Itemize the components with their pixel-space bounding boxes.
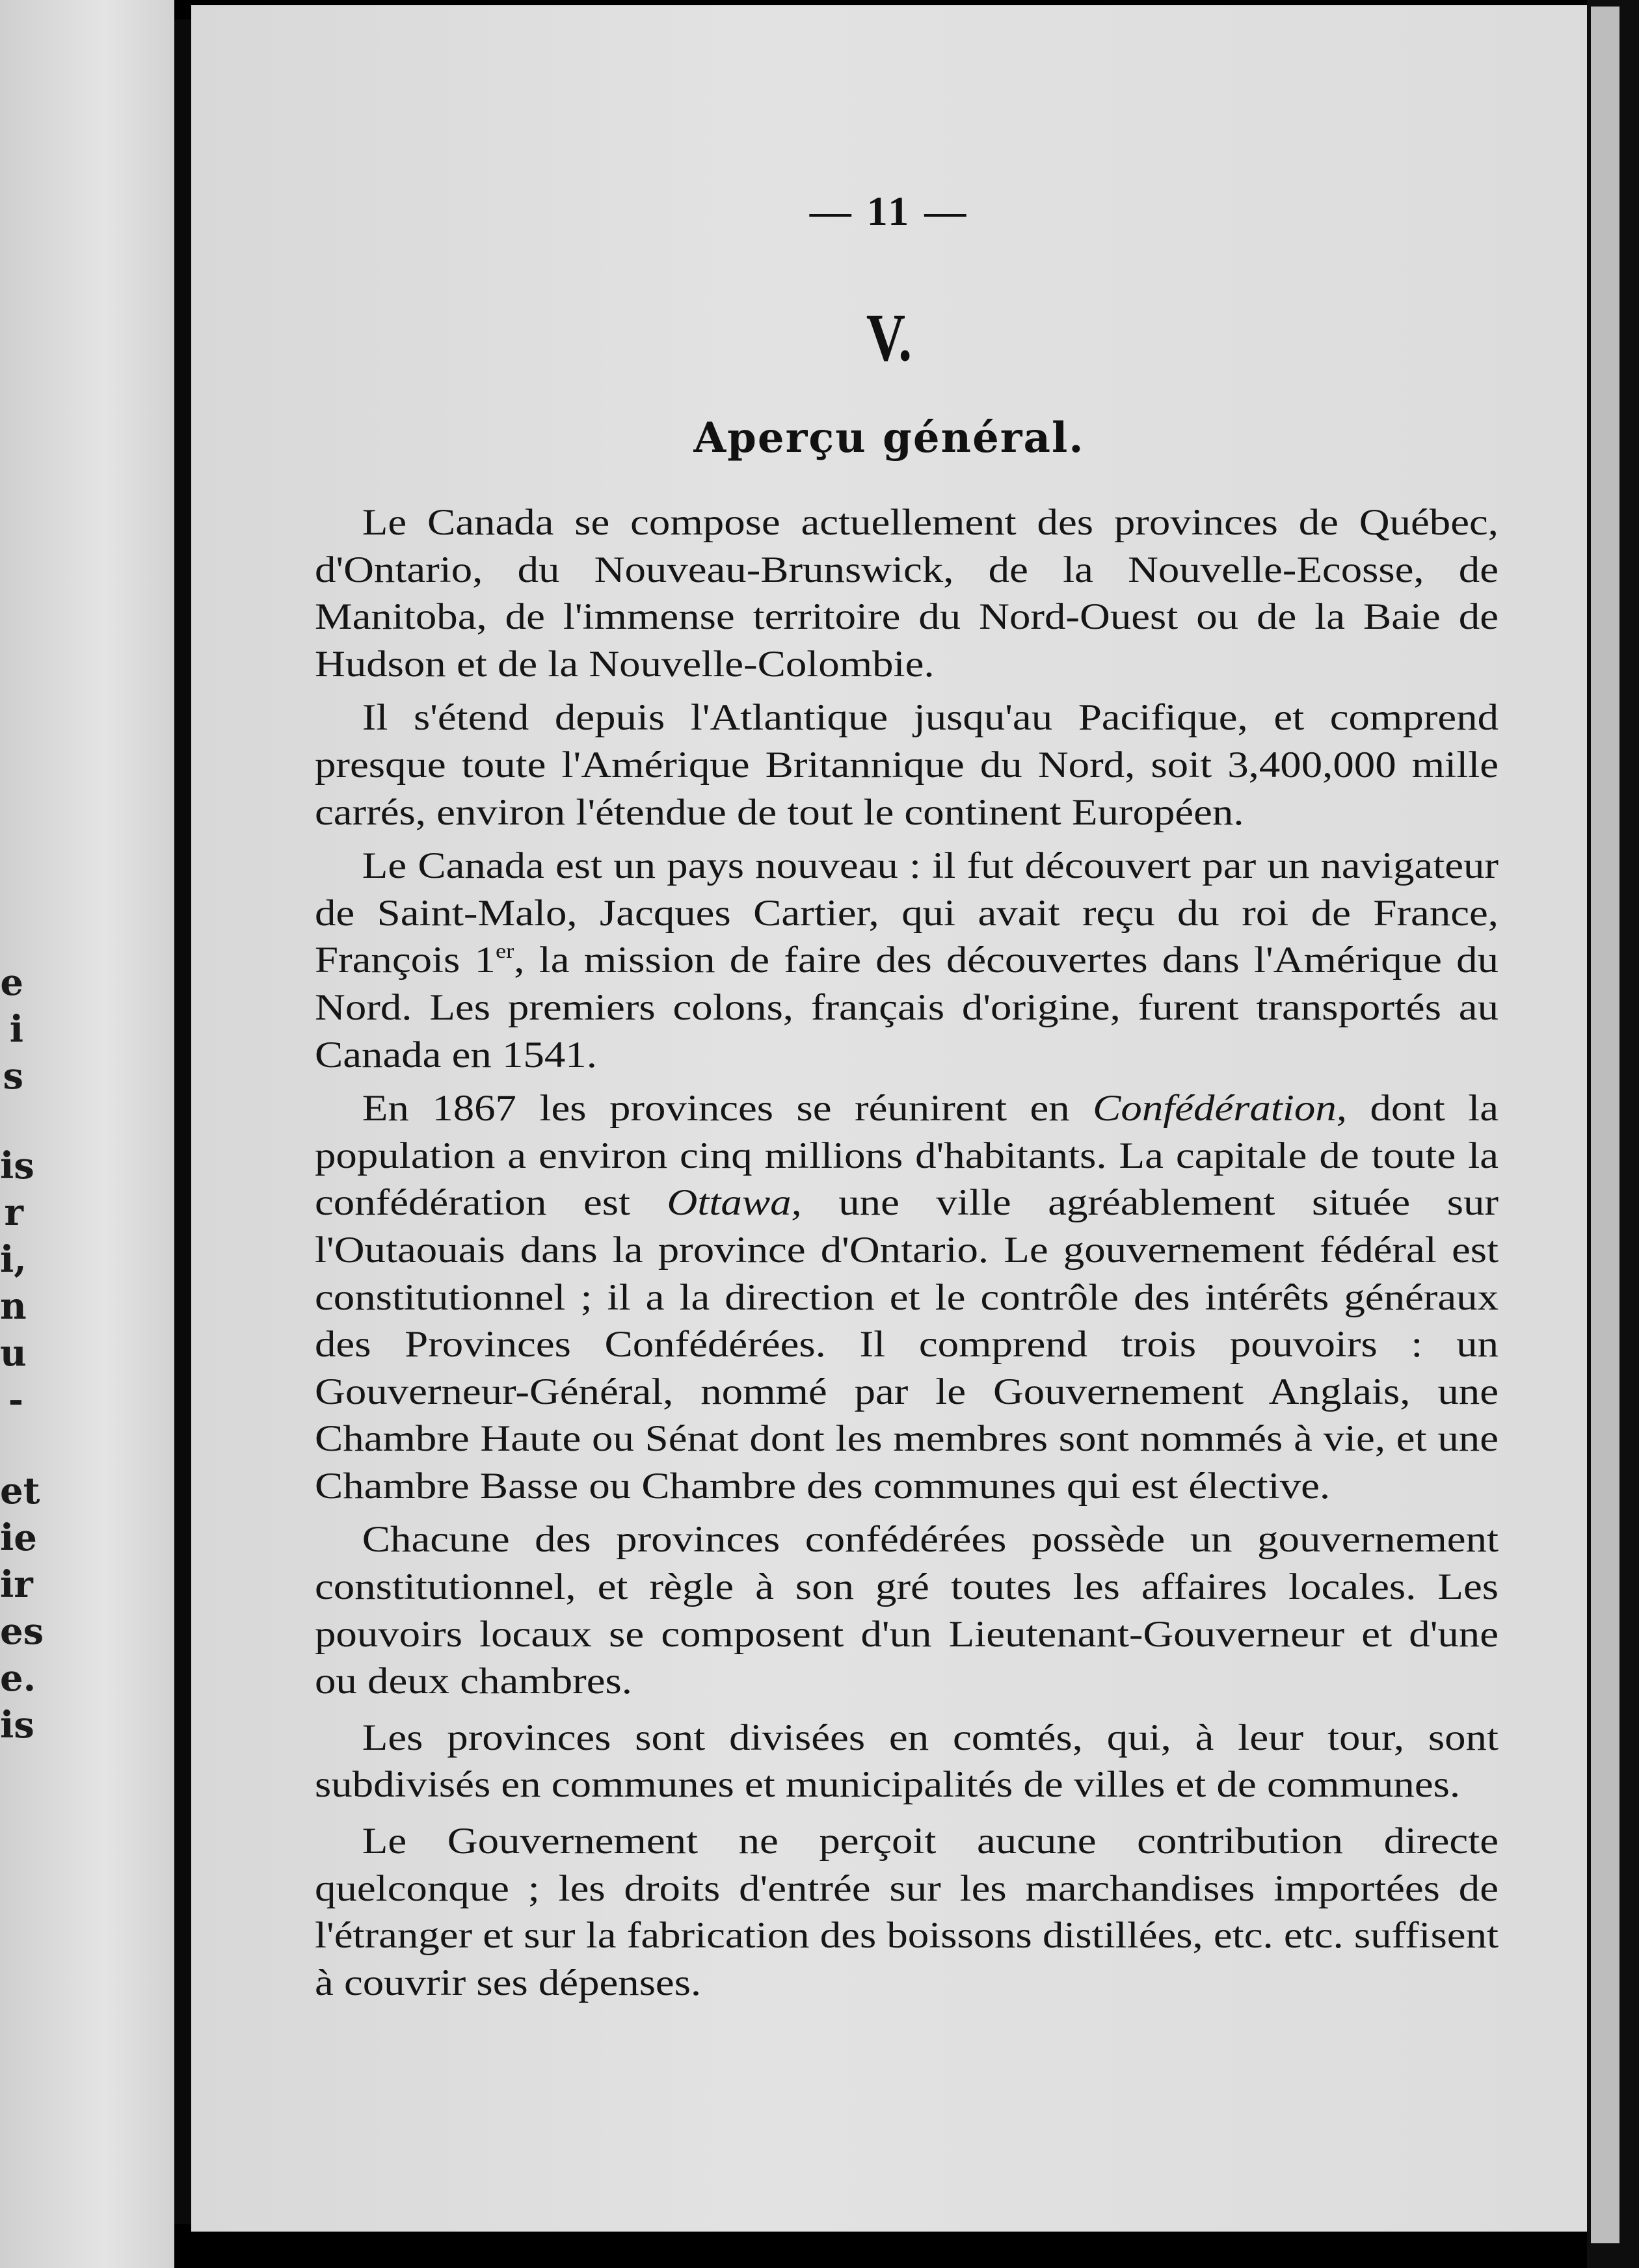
paragraph: En 1867 les provinces se réunirent en Confédération, dont la population a environ cinq millions d'habitants. La capitale de toute la confédération est Ottawa, une ville agréablement située sur l'Outaouais dans la province d'Ontario. Le gouvernement fédéral est constitutionnel ; il a la direction et le contrôle des intérêts généraux des Provinces Confédérées. Il comprend trois pouvoirs : un Gouverneur-Général, nommé par le Gouvernement Anglais, une Chambre Haute ou Sénat dont les membres sont nommés à vie, et une Chambre Basse ou Chambre des communes qui est élective. [315, 1088, 1499, 1507]
margin-fragment: u [0, 1332, 27, 1375]
previous-page-edge [0, 0, 174, 2268]
margin-fragment: is [0, 1704, 34, 1747]
superscript: er [495, 939, 514, 963]
page-number: — 11 — [809, 188, 969, 234]
italic-term: Ottawa, [667, 1182, 802, 1224]
paragraph: Le Gouvernement ne perçoit aucune contribution directe quelconque ; les droits d'entrée sur les marchandises importées de l'étranger et sur la fabrication des boissons distillées, etc. etc. suffisent à couvrir ses dépenses. [315, 1821, 1499, 2003]
margin-fragment: i, [0, 1238, 27, 1281]
margin-fragment: - [8, 1378, 23, 1421]
margin-fragment: ir [0, 1563, 33, 1606]
paragraph: Chacune des provinces confédérées possède un gouvernement constitutionnel, et règle à son gré toutes les affaires locales. Les pouvoirs locaux se composent d'un Lieutenant-Gouverneur et d'une ou deux chambres. [315, 1519, 1499, 1702]
page-edge-strip [1591, 7, 1619, 2243]
book-gutter [174, 20, 191, 2224]
margin-fragment: ie [0, 1516, 37, 1559]
margin-fragment: r [4, 1191, 23, 1234]
paragraph: Le Canada se compose actuellement des provinces de Québec, d'Ontario, du Nouveau-Brunswick, de la Nouvelle-Ecosse, de Manitoba, de l'immense territoire du Nord-Ouest ou de la Baie de Hudson et de la Nouvelle-Colombie. [315, 502, 1499, 685]
margin-fragment: et [0, 1470, 40, 1512]
margin-fragment: e. [0, 1657, 36, 1700]
paragraph: Le Canada est un pays nouveau : il fut découvert par un navigateur de Saint-Malo, Jacques Cartier, qui avait reçu du roi de France, François 1er, la mission de faire des découvertes dans l'Amérique du Nord. Les premiers colons, français d'origine, furent transportés au Canada en 1541. [315, 845, 1499, 1075]
italic-term: Confédération, [1093, 1088, 1347, 1129]
paragraph: Il s'étend depuis l'Atlantique jusqu'au Pacifique, et comprend presque toute l'Amérique Britannique du Nord, soit 3,400,000 mille carrés, environ l'étendue de tout le continent Européen. [315, 697, 1499, 833]
right-page-edge [1587, 0, 1639, 2268]
margin-fragment: s [3, 1055, 23, 1098]
margin-fragment: e [0, 961, 23, 1004]
body-text [315, 499, 1499, 2007]
margin-fragment: i [9, 1008, 23, 1051]
margin-fragment: is [0, 1144, 34, 1187]
book-page [191, 5, 1587, 2232]
margin-fragment: es [0, 1610, 44, 1653]
chapter-number: V. [866, 300, 913, 375]
paragraph: Les provinces sont divisées en comtés, qui, à leur tour, sont subdivisés en communes et municipalités de villes et de communes. [315, 1717, 1499, 1806]
margin-fragment: n [0, 1285, 27, 1328]
section-title: Aperçu général. [693, 414, 1085, 462]
